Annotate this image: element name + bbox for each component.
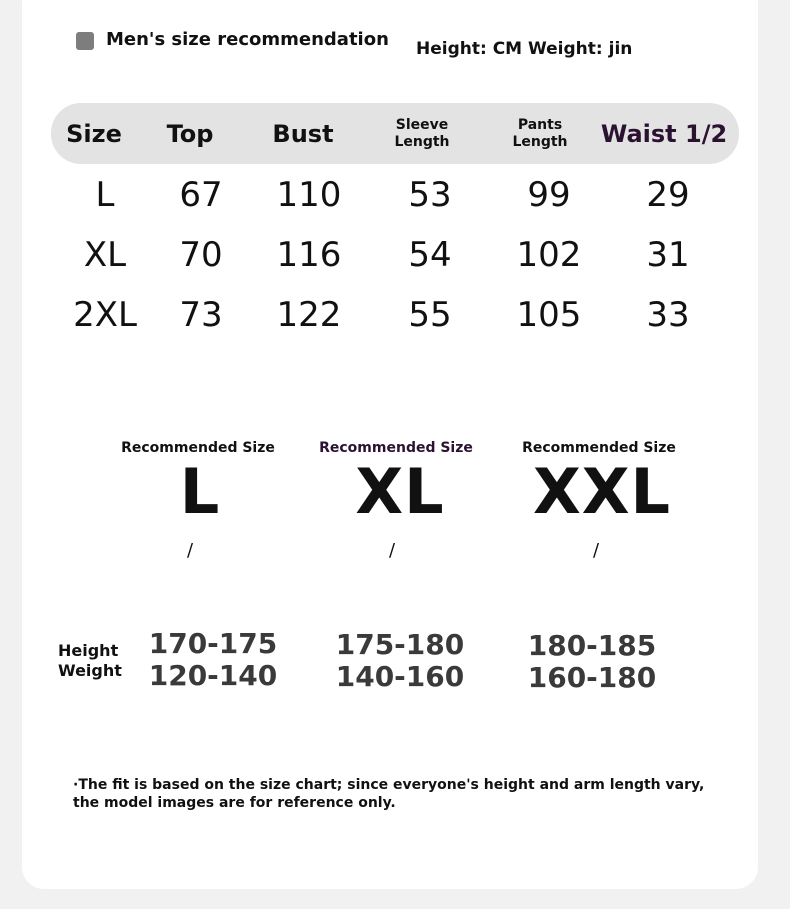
table-cell: 110 <box>276 175 342 215</box>
table-cell: 33 <box>646 295 690 335</box>
weight-label: Weight <box>58 661 122 680</box>
table-cell: XL <box>83 235 127 275</box>
height-range: 180-185 <box>527 629 657 662</box>
column-header-pants-length: Pants Length <box>512 116 568 150</box>
section-title: Men's size recommendation <box>106 29 389 50</box>
height-weight-label <box>58 641 122 681</box>
column-header-bust: Bust <box>272 119 334 148</box>
table-cell: 73 <box>179 295 223 335</box>
table-cell: 122 <box>276 295 342 335</box>
table-cell: 105 <box>516 295 582 335</box>
table-cell: L <box>95 175 115 215</box>
height-range: 175-180 <box>335 628 465 661</box>
units-note: Height: CM Weight: jin <box>416 39 633 59</box>
height-range: 170-175 <box>148 627 278 660</box>
fit-disclaimer: ·The fit is based on the size chart; since everyone's height and arm length vary, the model images are for reference only. <box>73 777 705 811</box>
weight-range: 160-180 <box>527 661 657 694</box>
size-separator: / <box>186 540 194 561</box>
recommended-size-value: XXL <box>532 455 672 528</box>
recommended-size-label: Recommended Size <box>121 440 275 456</box>
recommended-size-label: Recommended Size <box>522 440 676 456</box>
height-label: Height <box>58 641 119 660</box>
table-cell: 55 <box>408 295 452 335</box>
section-marker-icon <box>76 32 94 50</box>
column-header-size: Size <box>66 119 122 148</box>
weight-range: 120-140 <box>148 659 278 692</box>
table-cell: 70 <box>179 235 223 275</box>
table-cell: 99 <box>527 175 571 215</box>
recommended-size-value: L <box>179 455 221 528</box>
table-cell: 2XL <box>73 295 137 335</box>
table-cell: 102 <box>516 235 582 275</box>
weight-range: 140-160 <box>335 660 465 693</box>
size-separator: / <box>592 540 600 561</box>
table-cell: 67 <box>179 175 223 215</box>
recommended-size-label: Recommended Size <box>319 440 473 456</box>
table-cell: 29 <box>646 175 690 215</box>
column-header-top: Top <box>166 119 214 148</box>
table-cell: 116 <box>276 235 342 275</box>
table-cell: 31 <box>646 235 690 275</box>
column-header-sleeve-length: Sleeve Length <box>394 116 450 150</box>
recommended-size-value: XL <box>355 455 445 528</box>
size-separator: / <box>388 540 396 561</box>
column-header-waist: Waist 1/2 <box>600 119 728 148</box>
table-cell: 54 <box>408 235 452 275</box>
table-cell: 53 <box>408 175 452 215</box>
